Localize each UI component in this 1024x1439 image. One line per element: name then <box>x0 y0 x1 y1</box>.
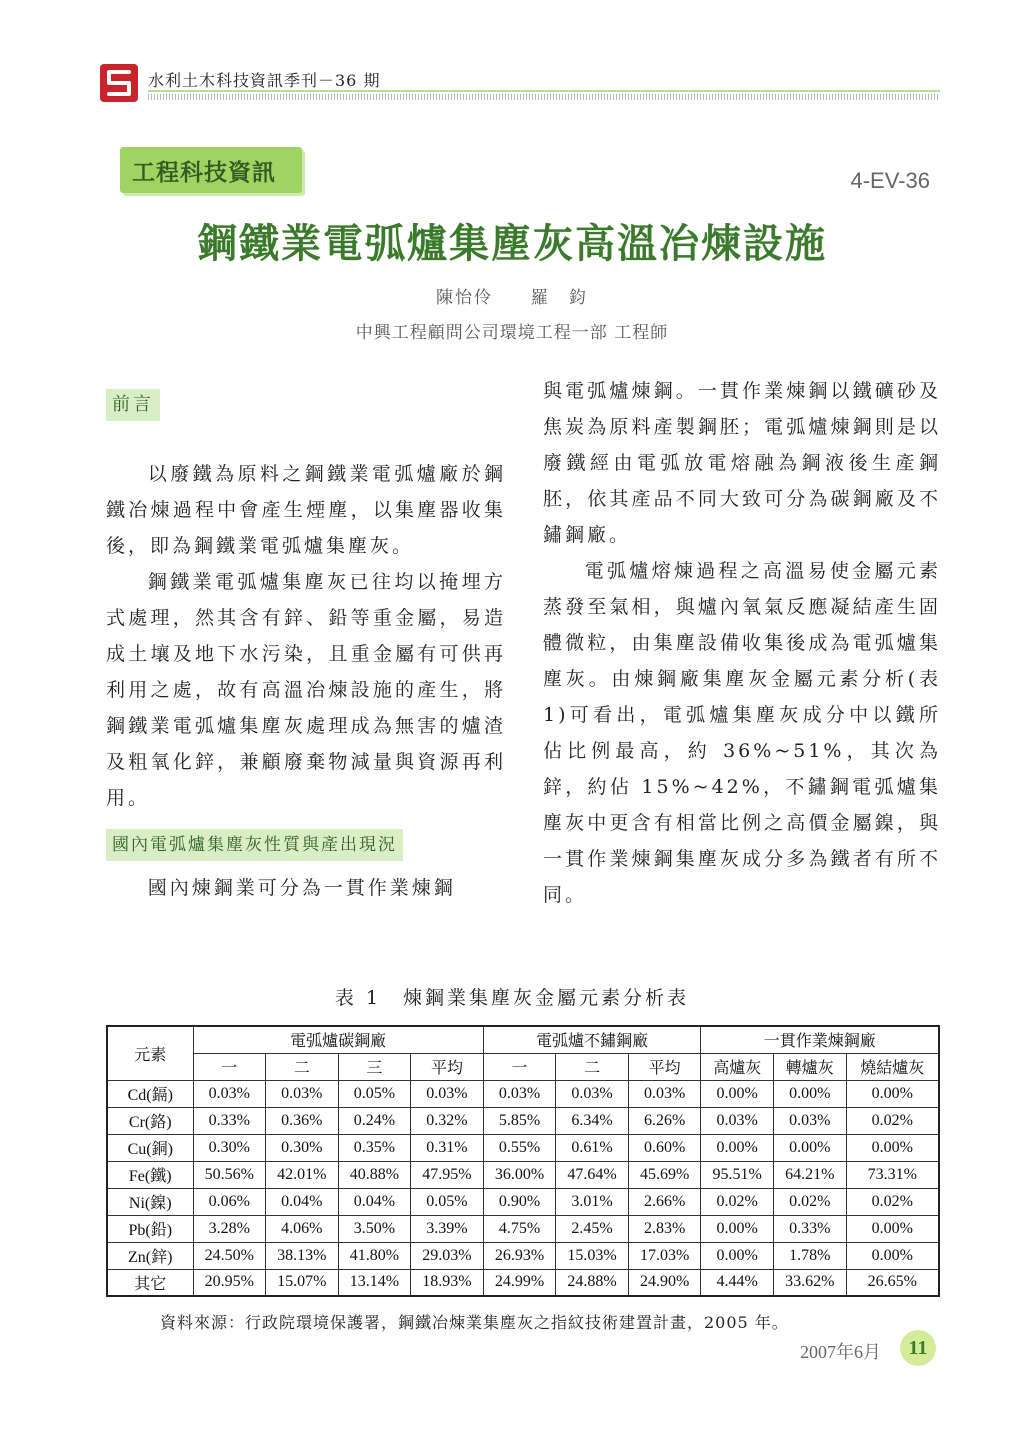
value-cell: 0.02% <box>846 1188 939 1215</box>
value-cell: 0.02% <box>846 1107 939 1134</box>
value-cell: 0.00% <box>774 1080 847 1107</box>
value-cell: 0.03% <box>193 1080 266 1107</box>
article-code: 4-EV-36 <box>850 168 930 193</box>
journal-header <box>100 60 940 106</box>
value-cell: 5.85% <box>483 1107 556 1134</box>
value-cell: 4.06% <box>266 1215 339 1242</box>
value-cell: 1.78% <box>774 1242 847 1269</box>
value-cell: 0.00% <box>774 1134 847 1161</box>
journal-logo-icon <box>100 64 138 102</box>
value-cell: 0.00% <box>846 1242 939 1269</box>
value-cell: 42.01% <box>266 1161 339 1188</box>
header-hatch-rule <box>148 94 940 100</box>
section-label-text: 工程科技資訊 <box>132 160 276 186</box>
value-cell: 0.05% <box>338 1080 411 1107</box>
element-cell: Pb(鉛) <box>107 1215 193 1242</box>
value-cell: 0.35% <box>338 1134 411 1161</box>
element-cell: Zn(鋅) <box>107 1242 193 1269</box>
value-cell: 26.93% <box>483 1242 556 1269</box>
value-cell: 4.44% <box>701 1269 774 1296</box>
value-cell: 0.04% <box>338 1188 411 1215</box>
value-cell: 29.03% <box>411 1242 484 1269</box>
element-cell: Cr(鉻) <box>107 1107 193 1134</box>
value-cell: 0.03% <box>556 1080 629 1107</box>
subheader-cell: 二 <box>556 1053 629 1080</box>
value-cell: 38.13% <box>266 1242 339 1269</box>
value-cell: 18.93% <box>411 1269 484 1296</box>
value-cell: 2.45% <box>556 1215 629 1242</box>
value-cell: 0.00% <box>846 1080 939 1107</box>
heading-introduction: 前言 <box>106 389 160 421</box>
value-cell: 0.90% <box>483 1188 556 1215</box>
paragraph-5: 電弧爐熔煉過程之高溫易使金屬元素蒸發至氣相，與爐內氧氣反應凝結產生固體微粒，由集塵設備收集後成為電弧爐集塵灰。由煉鋼廠集塵灰金屬元素分析(表 1)可看出，電弧爐集塵灰成分中以鐵所佔比例最高，約 36%~51%，其次為鋅，約佔 15%~42%，不鏽鋼電弧爐集塵灰中更含有相當比例之高價金屬鎳，與一貫作業煉鋼集塵灰成分多為鐵者有所不同。 <box>543 560 941 906</box>
subheader-cell: 高爐灰 <box>701 1053 774 1080</box>
value-cell: 0.30% <box>193 1134 266 1161</box>
value-cell: 0.32% <box>411 1107 484 1134</box>
element-analysis-table <box>106 1025 940 1297</box>
element-cell: 其它 <box>107 1269 193 1296</box>
value-cell: 17.03% <box>628 1242 701 1269</box>
value-cell: 45.69% <box>628 1161 701 1188</box>
section-label <box>120 147 302 193</box>
value-cell: 0.03% <box>701 1107 774 1134</box>
value-cell: 2.66% <box>628 1188 701 1215</box>
left-column <box>106 386 506 906</box>
table-row <box>107 1134 939 1161</box>
right-column <box>543 373 941 913</box>
subheader-cell: 平均 <box>411 1053 484 1080</box>
value-cell: 4.75% <box>483 1215 556 1242</box>
table-row <box>107 1080 939 1107</box>
value-cell: 0.03% <box>628 1080 701 1107</box>
value-cell: 0.00% <box>846 1134 939 1161</box>
journal-name: 水利土木科技資訊季刊－36 期 <box>148 71 381 90</box>
element-column-header: 元素 <box>107 1026 193 1080</box>
paragraph-3: 國內煉鋼業可分為一貫作業煉鋼 <box>147 877 456 899</box>
value-cell: 24.88% <box>556 1269 629 1296</box>
value-cell: 47.95% <box>411 1161 484 1188</box>
heading-domestic-status: 國內電弧爐集塵灰性質與產出現況 <box>106 829 403 861</box>
element-cell: Fe(鐵) <box>107 1161 193 1188</box>
value-cell: 3.50% <box>338 1215 411 1242</box>
value-cell: 20.95% <box>193 1269 266 1296</box>
value-cell: 0.33% <box>774 1215 847 1242</box>
value-cell: 41.80% <box>338 1242 411 1269</box>
value-cell: 24.90% <box>628 1269 701 1296</box>
value-cell: 0.00% <box>701 1080 774 1107</box>
value-cell: 36.00% <box>483 1161 556 1188</box>
table-body <box>107 1080 939 1296</box>
value-cell: 26.65% <box>846 1269 939 1296</box>
group-header-carbon-steel: 電弧爐碳鋼廠 <box>193 1026 483 1053</box>
group-header-stainless-steel: 電弧爐不鏽鋼廠 <box>483 1026 701 1053</box>
subheader-cell: 平均 <box>628 1053 701 1080</box>
group-header-integrated-steel: 一貫作業煉鋼廠 <box>701 1026 939 1053</box>
article-affiliation: 中興工程顧問公司環境工程一部 工程師 <box>355 323 669 343</box>
value-cell: 0.03% <box>774 1107 847 1134</box>
subheader-cell: 燒結爐灰 <box>846 1053 939 1080</box>
value-cell: 0.02% <box>774 1188 847 1215</box>
value-cell: 3.28% <box>193 1215 266 1242</box>
value-cell: 0.36% <box>266 1107 339 1134</box>
value-cell: 0.03% <box>266 1080 339 1107</box>
value-cell: 3.01% <box>556 1188 629 1215</box>
subheader-cell: 一 <box>483 1053 556 1080</box>
value-cell: 3.39% <box>411 1215 484 1242</box>
value-cell: 0.61% <box>556 1134 629 1161</box>
paragraph-4: 與電弧爐煉鋼。一貫作業煉鋼以鐵礦砂及焦炭為原料產製鋼胚；電弧爐煉鋼則是以廢鐵經由電弧放電熔融為鋼液後生產鋼胚，依其產品不同大致可分為碳鋼廠及不鏽鋼廠。 <box>543 380 941 546</box>
subheader-cell: 三 <box>338 1053 411 1080</box>
article-authors: 陳怡伶 羅 鈞 <box>436 288 588 308</box>
value-cell: 0.05% <box>411 1188 484 1215</box>
value-cell: 0.24% <box>338 1107 411 1134</box>
value-cell: 0.00% <box>701 1215 774 1242</box>
value-cell: 0.00% <box>701 1134 774 1161</box>
issue-date: 2007年6月 <box>800 1342 881 1362</box>
value-cell: 0.60% <box>628 1134 701 1161</box>
value-cell: 15.07% <box>266 1269 339 1296</box>
value-cell: 73.31% <box>846 1161 939 1188</box>
value-cell: 6.34% <box>556 1107 629 1134</box>
value-cell: 64.21% <box>774 1161 847 1188</box>
paragraph-1: 以廢鐵為原料之鋼鐵業電弧爐廠於鋼鐵冶煉過程中會產生煙塵，以集塵器收集後，即為鋼鐵業電弧爐集塵灰。 <box>106 463 506 557</box>
value-cell: 0.00% <box>701 1242 774 1269</box>
paragraph-2: 鋼鐵業電弧爐集塵灰已往均以掩埋方式處理，然其含有鋅、鉛等重金屬，易造成土壤及地下水污染，且重金屬有可供再利用之處，故有高溫冶煉設施的產生，將鋼鐵業電弧爐集塵灰處理成為無害的爐渣及粗氧化鋅，兼顧廢棄物減量與資源再利用。 <box>106 571 506 809</box>
value-cell: 0.03% <box>411 1080 484 1107</box>
value-cell: 33.62% <box>774 1269 847 1296</box>
value-cell: 2.83% <box>628 1215 701 1242</box>
value-cell: 0.30% <box>266 1134 339 1161</box>
value-cell: 40.88% <box>338 1161 411 1188</box>
table-row <box>107 1242 939 1269</box>
value-cell: 0.02% <box>701 1188 774 1215</box>
table-caption: 表 1 煉鋼業集塵灰金屬元素分析表 <box>334 987 690 1009</box>
value-cell: 6.26% <box>628 1107 701 1134</box>
element-cell: Cu(銅) <box>107 1134 193 1161</box>
table-row <box>107 1188 939 1215</box>
value-cell: 24.50% <box>193 1242 266 1269</box>
subheader-cell: 二 <box>266 1053 339 1080</box>
table-source: 資料來源：行政院環境保護署，鋼鐵冶煉業集塵灰之指紋技術建置計畫，2005 年。 <box>160 1313 789 1332</box>
value-cell: 0.00% <box>846 1215 939 1242</box>
value-cell: 15.03% <box>556 1242 629 1269</box>
table-row <box>107 1161 939 1188</box>
value-cell: 0.33% <box>193 1107 266 1134</box>
article-title: 鋼鐵業電弧爐集塵灰高溫冶煉設施 <box>197 221 827 267</box>
page-number: 11 <box>900 1330 936 1366</box>
subheader-row <box>107 1053 939 1080</box>
value-cell: 50.56% <box>193 1161 266 1188</box>
element-cell: Ni(鎳) <box>107 1188 193 1215</box>
subheader-cell: 一 <box>193 1053 266 1080</box>
table-row <box>107 1269 939 1296</box>
subheader-cell: 轉爐灰 <box>774 1053 847 1080</box>
value-cell: 0.31% <box>411 1134 484 1161</box>
value-cell: 47.64% <box>556 1161 629 1188</box>
header-rule <box>148 90 940 92</box>
value-cell: 0.03% <box>483 1080 556 1107</box>
table-row <box>107 1107 939 1134</box>
value-cell: 0.04% <box>266 1188 339 1215</box>
value-cell: 24.99% <box>483 1269 556 1296</box>
table-row <box>107 1215 939 1242</box>
value-cell: 0.06% <box>193 1188 266 1215</box>
value-cell: 0.55% <box>483 1134 556 1161</box>
value-cell: 13.14% <box>338 1269 411 1296</box>
value-cell: 95.51% <box>701 1161 774 1188</box>
element-cell: Cd(鎘) <box>107 1080 193 1107</box>
